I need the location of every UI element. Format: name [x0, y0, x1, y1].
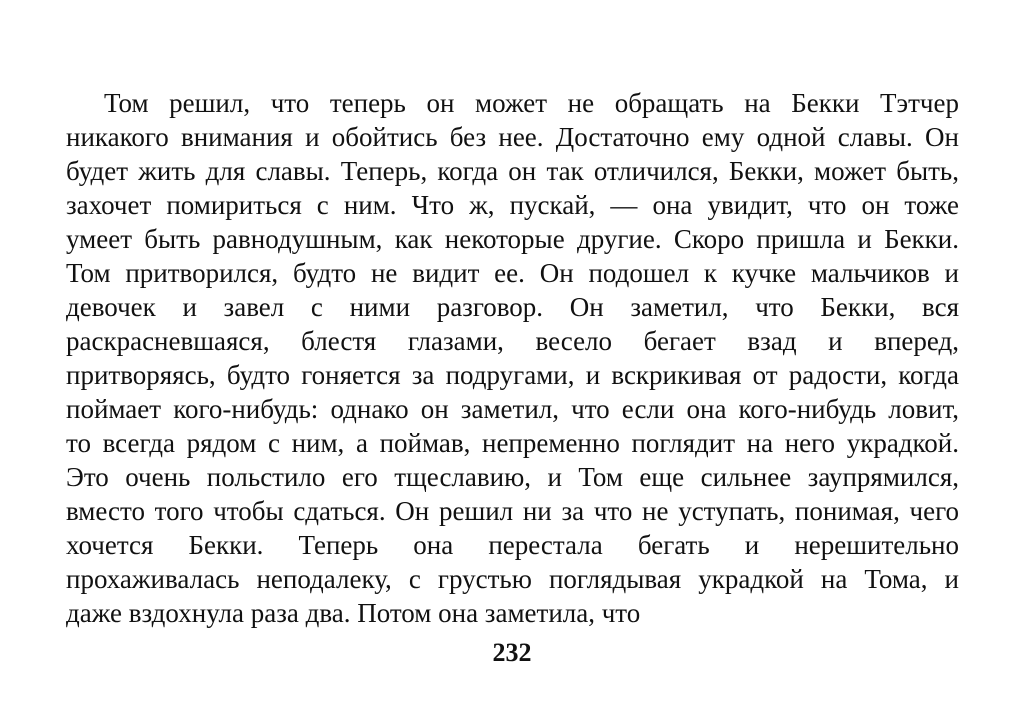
text-line: Том притворился, будто не видит ее. Он подошел к кучке мальчиков и — [66, 258, 959, 288]
text-line: девочек и завел с ними разговор. Он заметил, что Бекки, вся — [66, 292, 959, 322]
body-text — [66, 86, 959, 630]
text-line: захочет помириться с ним. Что ж, пускай, — она увидит, что он тоже — [66, 190, 959, 220]
text-line: никакого внимания и обойтись без нее. Достаточно ему одной славы. Он — [66, 122, 959, 152]
page-number: 232 — [492, 638, 532, 667]
text-line: даже вздохнула раза два. Потом она заметила, что — [66, 598, 641, 628]
text-line: прохаживалась неподалеку, с грустью поглядывая украдкой на Тома, и — [66, 564, 959, 594]
text-line: поймает кого-нибудь: однако он заметил, что если она кого-нибудь ловит, — [66, 394, 959, 424]
text-line: умеет быть равнодушным, как некоторые другие. Скоро пришла и Бекки. — [66, 224, 959, 254]
text-line: будет жить для славы. Теперь, когда он так отличился, Бекки, может быть, — [66, 156, 959, 186]
text-line: раскрасневшаяся, блестя глазами, весело бегает взад и вперед, — [66, 326, 959, 356]
text-line: то всегда рядом с ним, а поймав, непременно поглядит на него украдкой. — [66, 428, 959, 458]
text-line: притворяясь, будто гоняется за подругами, и вскрикивая от радости, когда — [66, 360, 959, 390]
text-line: Это очень польстило его тщеславию, и Том еще сильнее заупрямился, — [66, 462, 959, 492]
text-line: хочется Бекки. Теперь она перестала бегать и нерешительно — [66, 530, 959, 560]
text-line: Том решил, что теперь он может не обращать на Бекки Тэтчер — [104, 88, 959, 118]
text-line: вместо того чтобы сдаться. Он решил ни за что не уступать, понимая, чего — [66, 496, 959, 526]
